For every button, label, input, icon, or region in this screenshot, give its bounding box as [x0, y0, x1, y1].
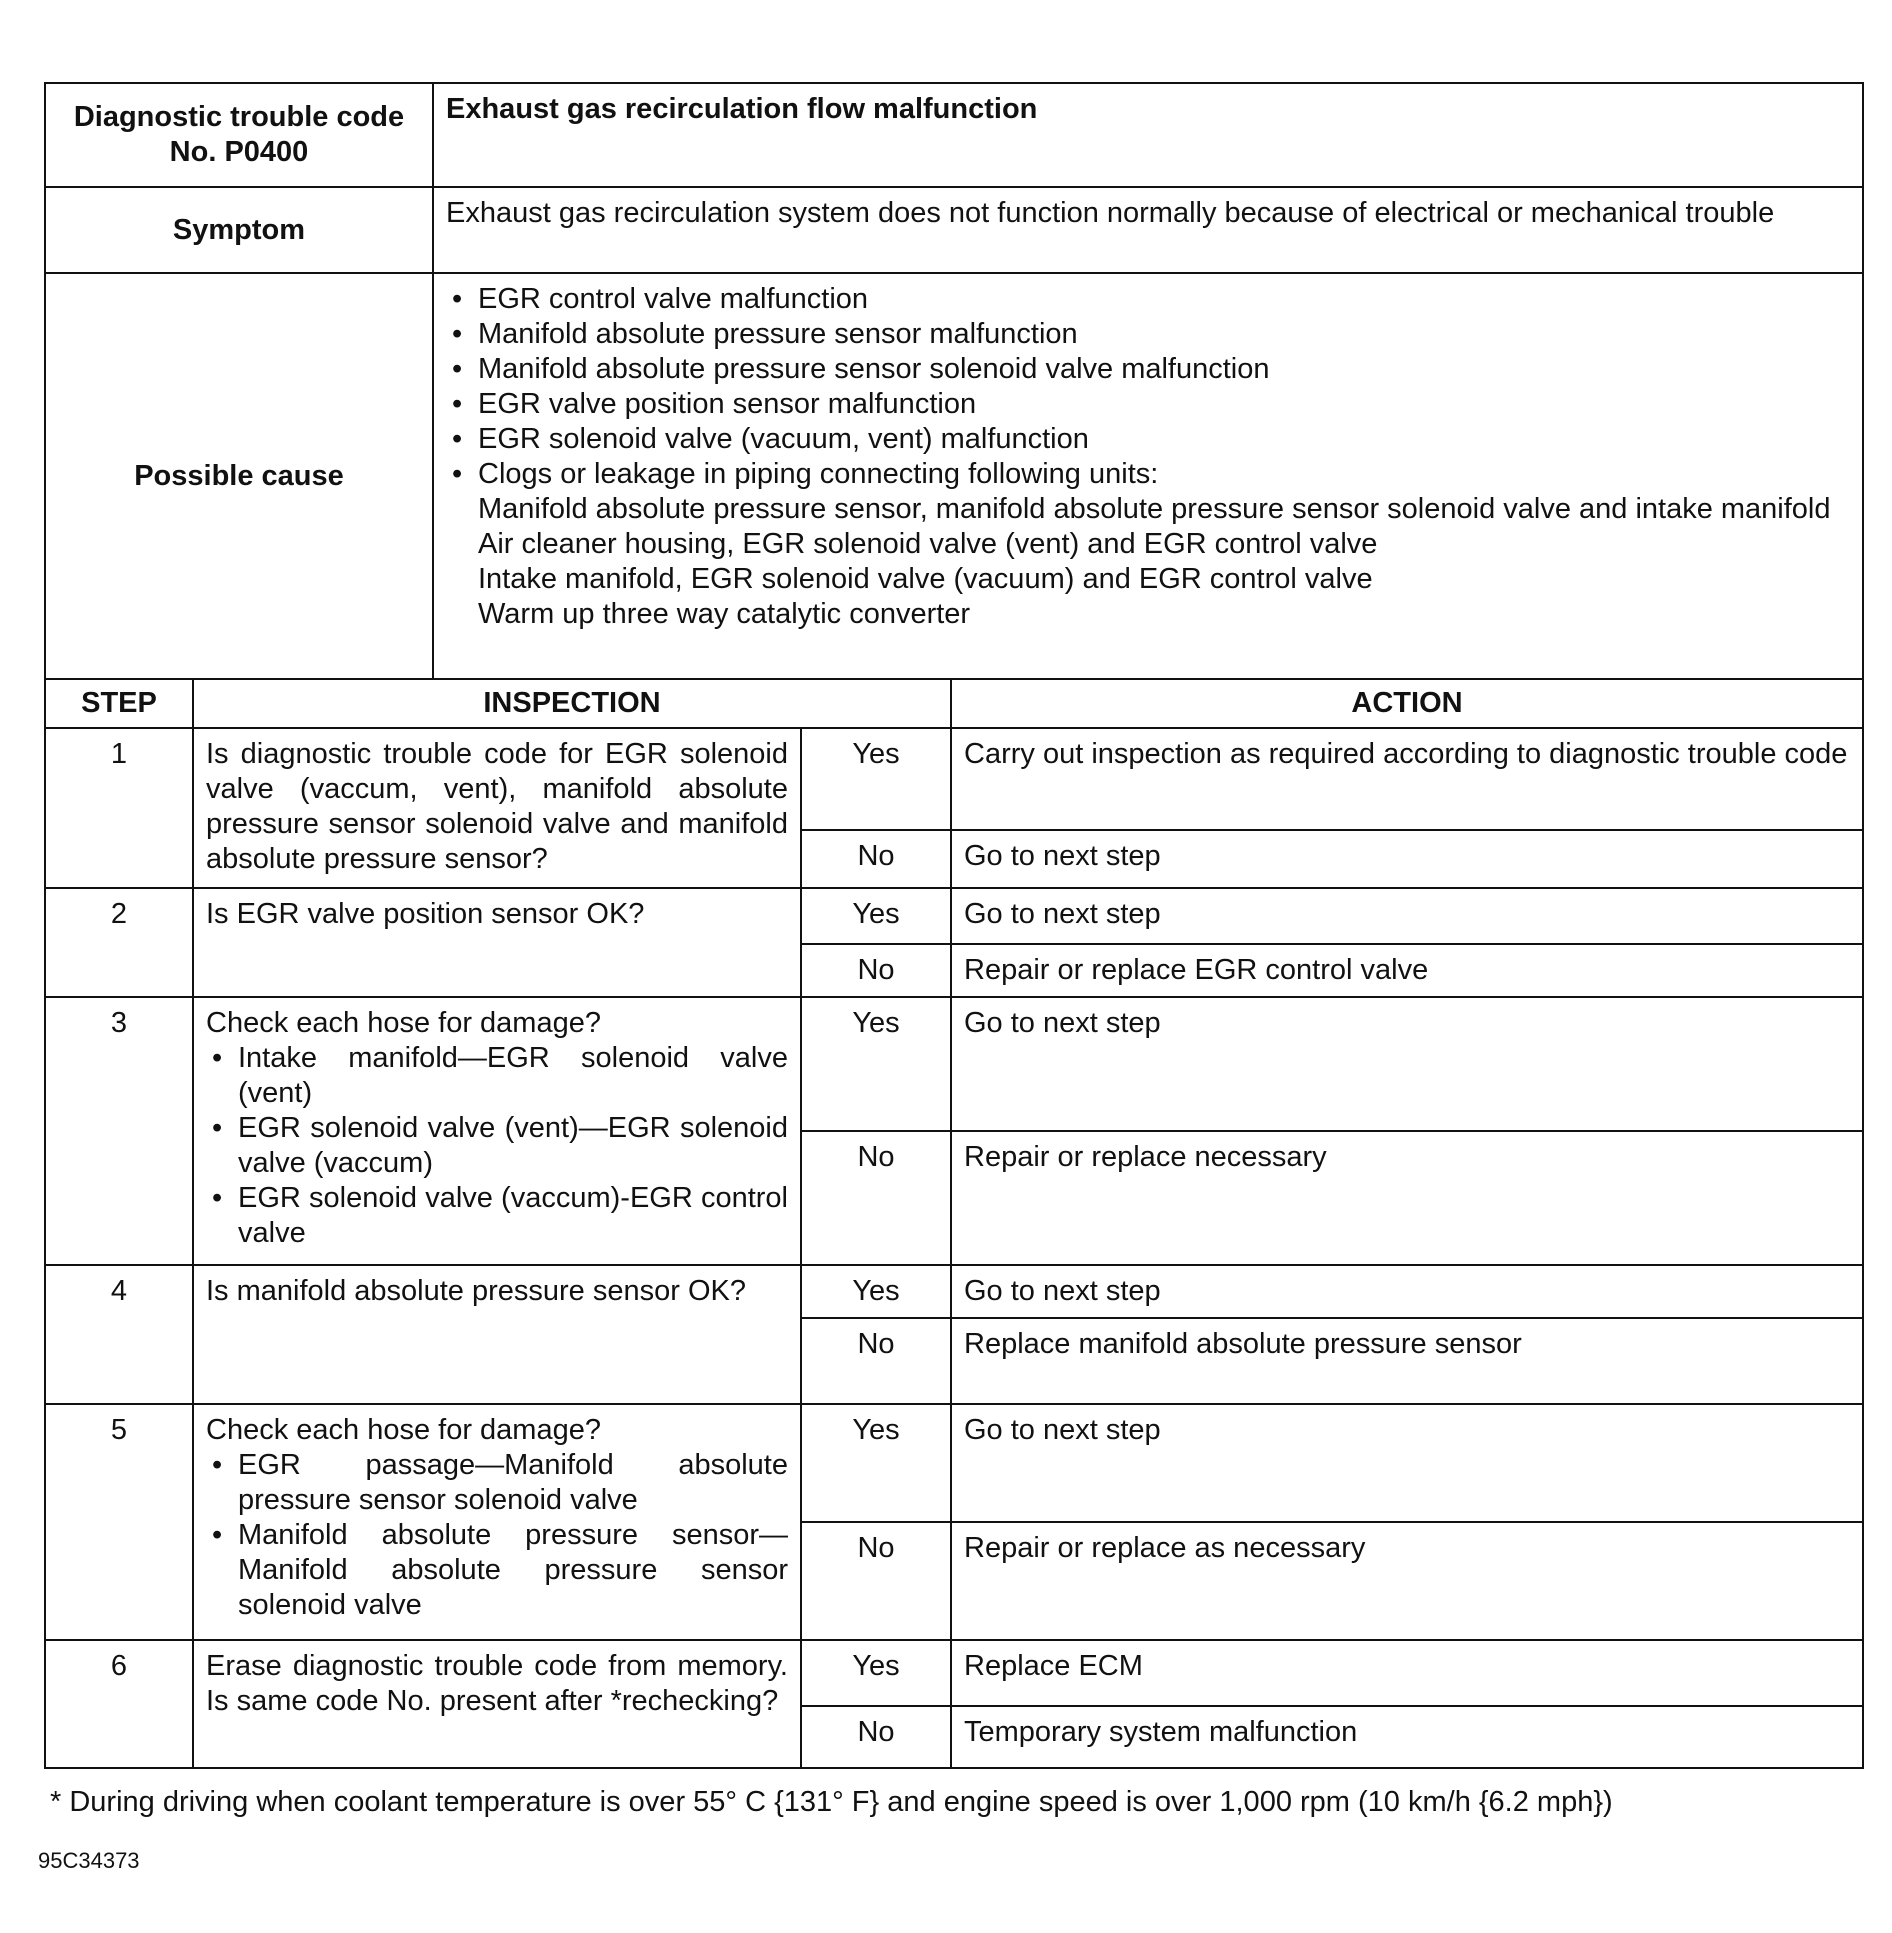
no-label: No	[801, 1131, 951, 1265]
no-label: No	[801, 944, 951, 997]
diagnostic-table	[44, 82, 1864, 1769]
step-row	[45, 888, 1863, 944]
column-header-row	[45, 679, 1863, 728]
cause-item: • EGR control valve malfunction	[446, 282, 1850, 317]
yes-action: Go to next step	[951, 888, 1863, 944]
no-action: Replace manifold absolute pressure sensor	[951, 1318, 1863, 1404]
step-row	[45, 728, 1863, 830]
yes-label: Yes	[801, 728, 951, 830]
step-number: 4	[45, 1265, 193, 1404]
step-number: 5	[45, 1404, 193, 1640]
yes-label: Yes	[801, 1265, 951, 1318]
footnote: * During driving when coolant temperature is over 55° C {131° F} and engine speed is over 1,000 rpm (10 km/h {6.2 mph})	[50, 1786, 1613, 1818]
yes-action: Carry out inspection as required according to diagnostic trouble code	[951, 728, 1863, 830]
no-action: Repair or replace EGR control valve	[951, 944, 1863, 997]
inspection-bullet: • Intake manifold—EGR solenoid valve (vent)	[206, 1041, 788, 1111]
inspection-question: Check each hose for damage?	[206, 1414, 601, 1446]
dtc-label: Diagnostic trouble code No. P0400	[45, 83, 433, 187]
step-inspection: Is manifold absolute pressure sensor OK?	[193, 1265, 801, 1404]
possible-cause-label: Possible cause	[45, 273, 433, 679]
cause-detail: Intake manifold, EGR solenoid valve (vacuum) and EGR control valve	[478, 563, 1373, 595]
cause-item: • Clogs or leakage in piping connecting following units:	[446, 457, 1850, 492]
step-number: 3	[45, 997, 193, 1265]
cause-detail: Manifold absolute pressure sensor, manifold absolute pressure sensor solenoid valve and intake manifold	[478, 493, 1831, 525]
yes-label: Yes	[801, 1404, 951, 1522]
diagnostic-table-container	[44, 82, 1862, 1769]
possible-cause-list	[433, 273, 1863, 679]
step-row	[45, 1404, 1863, 1522]
dtc-row	[45, 83, 1863, 187]
step-row	[45, 1640, 1863, 1706]
inspection-question: Check each hose for damage?	[206, 1007, 601, 1039]
yes-label: Yes	[801, 1640, 951, 1706]
column-header-inspection: INSPECTION	[193, 679, 951, 728]
step-number: 1	[45, 728, 193, 888]
step-inspection: Is EGR valve position sensor OK?	[193, 888, 801, 997]
no-action: Go to next step	[951, 830, 1863, 888]
cause-item: • EGR solenoid valve (vacuum, vent) malfunction	[446, 422, 1850, 457]
yes-action: Go to next step	[951, 1404, 1863, 1522]
step-inspection	[193, 997, 801, 1265]
column-header-step: STEP	[45, 679, 193, 728]
step-inspection	[193, 1404, 801, 1640]
step-number: 6	[45, 1640, 193, 1768]
no-label: No	[801, 1318, 951, 1404]
figure-code: 95C34373	[38, 1848, 140, 1873]
column-header-action: ACTION	[951, 679, 1863, 728]
step-number: 2	[45, 888, 193, 997]
inspection-bullet: • Manifold absolute pressure sensor—Manifold absolute pressure sensor solenoid valve	[206, 1518, 788, 1623]
dtc-title: Exhaust gas recirculation flow malfunction	[433, 83, 1863, 187]
inspection-bullet: • EGR passage—Manifold absolute pressure sensor solenoid valve	[206, 1448, 788, 1518]
step-inspection: Erase diagnostic trouble code from memory. Is same code No. present after *rechecking?	[193, 1640, 801, 1768]
cause-item: • Manifold absolute pressure sensor malfunction	[446, 317, 1850, 352]
symptom-row	[45, 187, 1863, 273]
symptom-text: Exhaust gas recirculation system does not function normally because of electrical or mechanical trouble	[433, 187, 1863, 273]
cause-detail: Warm up three way catalytic converter	[478, 598, 971, 630]
step-inspection: Is diagnostic trouble code for EGR solenoid valve (vaccum, vent), manifold absolute pressure sensor solenoid valve and manifold absolute pressure sensor?	[193, 728, 801, 888]
no-action: Repair or replace as necessary	[951, 1522, 1863, 1640]
step-row	[45, 997, 1863, 1131]
yes-action: Replace ECM	[951, 1640, 1863, 1706]
cause-item: • EGR valve position sensor malfunction	[446, 387, 1850, 422]
no-action: Temporary system malfunction	[951, 1706, 1863, 1768]
yes-action: Go to next step	[951, 997, 1863, 1131]
symptom-label: Symptom	[45, 187, 433, 273]
cause-detail: Air cleaner housing, EGR solenoid valve (vent) and EGR control valve	[478, 528, 1378, 560]
yes-action: Go to next step	[951, 1265, 1863, 1318]
possible-cause-row	[45, 273, 1863, 679]
no-label: No	[801, 1706, 951, 1768]
inspection-bullet: • EGR solenoid valve (vaccum)-EGR control valve	[206, 1181, 788, 1251]
no-action: Repair or replace necessary	[951, 1131, 1863, 1265]
cause-item: • Manifold absolute pressure sensor solenoid valve malfunction	[446, 352, 1850, 387]
no-label: No	[801, 830, 951, 888]
no-label: No	[801, 1522, 951, 1640]
inspection-bullet: • EGR solenoid valve (vent)—EGR solenoid valve (vaccum)	[206, 1111, 788, 1181]
yes-label: Yes	[801, 888, 951, 944]
yes-label: Yes	[801, 997, 951, 1131]
step-row	[45, 1265, 1863, 1318]
